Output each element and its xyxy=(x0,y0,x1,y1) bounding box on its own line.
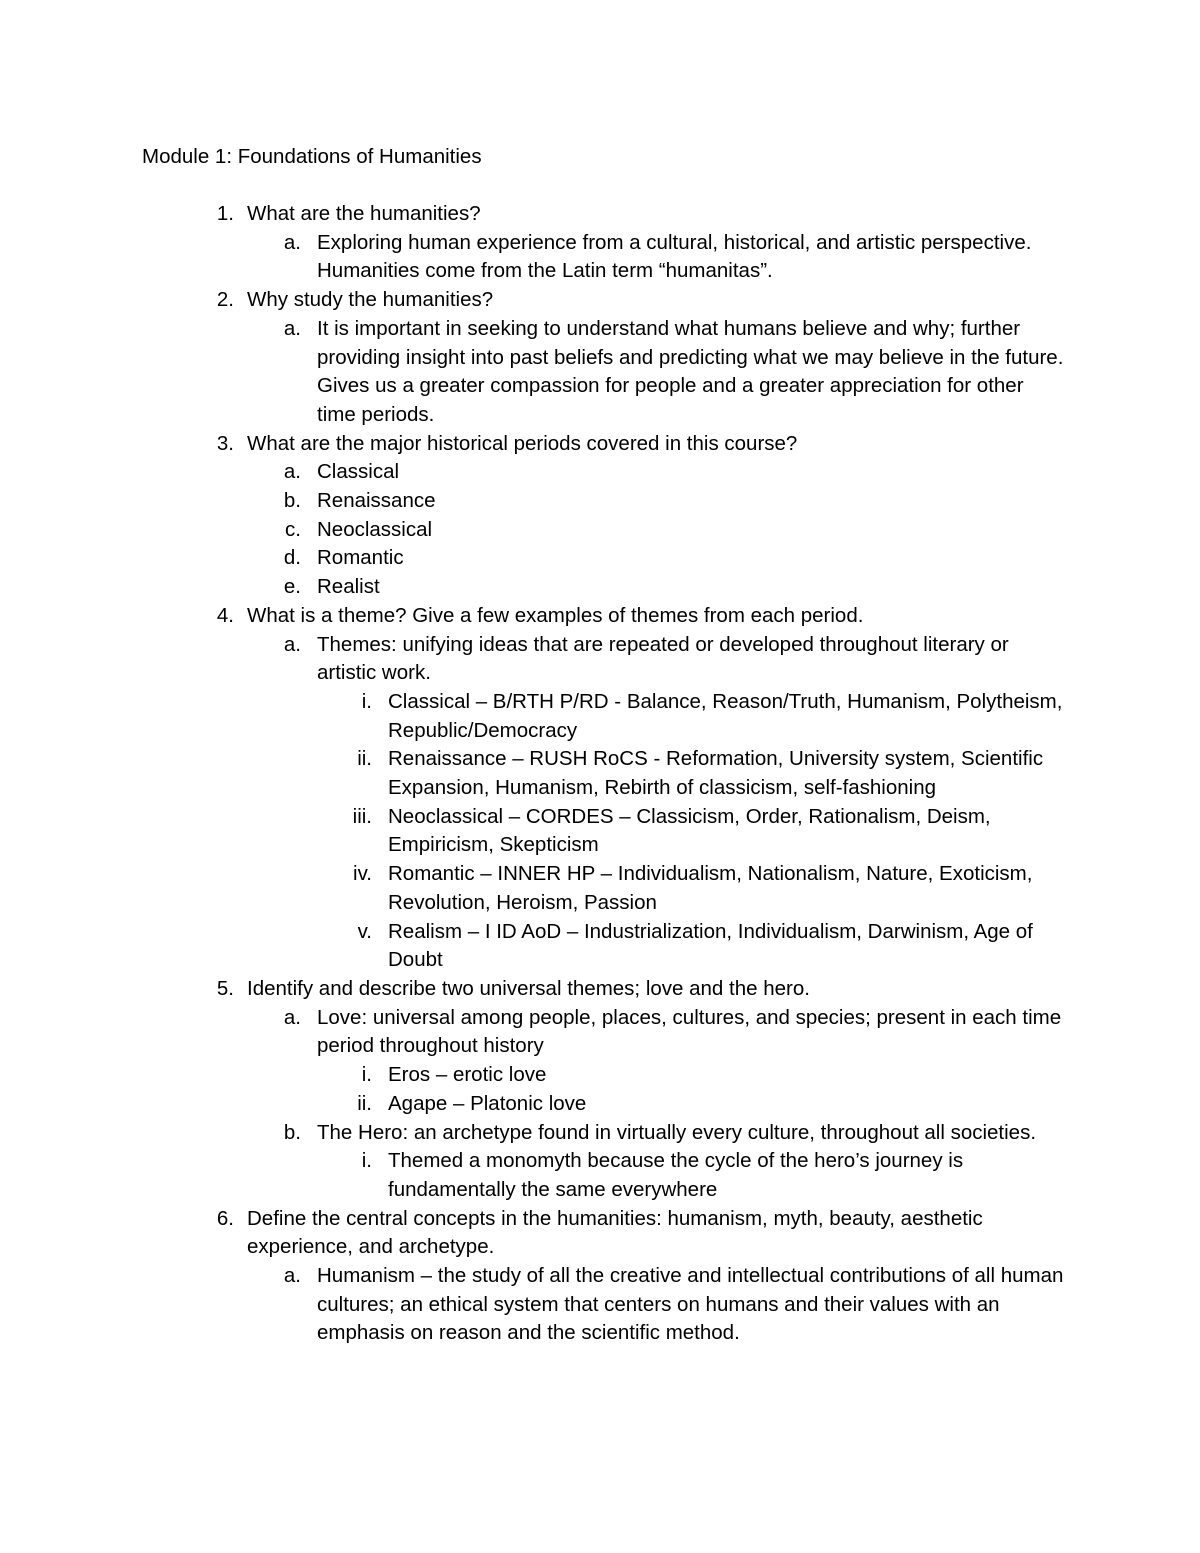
list-item-text: Love: universal among people, places, cultures, and species; present in each time period throughout history xyxy=(317,1005,1062,1058)
list-item-text: Identify and describe two universal themes; love and the hero. xyxy=(247,976,810,1000)
list-marker: iii. xyxy=(352,804,372,828)
list-marker: 2. xyxy=(216,288,234,312)
list-marker: ii. xyxy=(357,1091,372,1115)
theme-classical xyxy=(0,688,1200,745)
list-item-text: Why study the humanities? xyxy=(247,288,494,312)
list-item-text: It is important in seeking to understand what humans believe and why; further providing insight into past beliefs and predicting what we may believe in the future. Gives us a greater compassion for people and a greater appreciation for other time periods. xyxy=(317,316,1064,426)
theme-neoclassical xyxy=(0,803,1200,860)
outline-list xyxy=(0,200,1200,1348)
hero-monomyth xyxy=(0,1147,1200,1204)
list-marker: i. xyxy=(361,1149,372,1173)
list-item-text: Romantic – INNER HP – Individualism, Nationalism, Nature, Exoticism, Revolution, Heroism, Passion xyxy=(388,862,1033,914)
list-item-text: Romantic xyxy=(317,546,404,570)
list-item-text: Realism – I ID AoD – Industrialization, Individualism, Darwinism, Age of Doubt xyxy=(388,919,1033,972)
list-item-text: Agape – Platonic love xyxy=(388,1091,587,1115)
list-item-text: Themed a monomyth because the cycle of the hero’s journey is fundamentally the same everywhere xyxy=(388,1149,964,1201)
list-marker: a. xyxy=(283,632,301,656)
list-item-text: Neoclassical xyxy=(317,517,433,541)
theme-romantic xyxy=(0,860,1200,917)
period-item xyxy=(0,573,1200,602)
list-marker: 1. xyxy=(216,202,234,225)
answer-6a xyxy=(0,1262,1200,1348)
theme-realism xyxy=(0,918,1200,975)
list-marker: 6. xyxy=(216,1206,234,1230)
list-item-text: Humanism – the study of all the creative and intellectual contributions of all human cultures; an ethical system that centers on humans and their values with an emphasis on reason and the scientific method. xyxy=(317,1264,1064,1345)
list-item-text: Exploring human experience from a cultural, historical, and artistic perspective. Humanities come from the Latin term “humanitas”. xyxy=(317,230,1032,283)
list-marker: a. xyxy=(283,1264,301,1288)
list-item-text: The Hero: an archetype found in virtually every culture, throughout all societies. xyxy=(317,1120,1037,1144)
list-item-text: Define the central concepts in the humanities: humanism, myth, beauty, aesthetic experience, and archetype. xyxy=(247,1206,983,1259)
list-marker: a. xyxy=(283,1005,301,1029)
list-item-text: Renaissance – RUSH RoCS - Reformation, University system, Scientific Expansion, Humanism, Rebirth of classicism, self-fashioning xyxy=(388,747,1044,800)
list-marker: i. xyxy=(361,1063,372,1087)
list-marker: v. xyxy=(357,919,372,943)
question-3 xyxy=(0,430,1200,459)
list-item-text: Themes: unifying ideas that are repeated or developed throughout literary or artistic work. xyxy=(317,632,1009,685)
list-marker: ii. xyxy=(357,747,372,771)
love-eros xyxy=(0,1061,1200,1090)
list-marker: b. xyxy=(283,1120,301,1144)
list-item-text: What is a theme? Give a few examples of themes from each period. xyxy=(247,603,864,627)
list-marker: e. xyxy=(283,575,301,599)
list-marker: a. xyxy=(283,316,301,340)
love-agape xyxy=(0,1090,1200,1119)
list-marker: a. xyxy=(283,230,301,254)
answer-5a xyxy=(0,1004,1200,1061)
question-6 xyxy=(0,1205,1200,1262)
question-2 xyxy=(0,286,1200,315)
list-item-text: Classical xyxy=(317,460,400,484)
list-item-text: What are the humanities? xyxy=(247,202,481,225)
list-item-text: Realist xyxy=(317,575,380,599)
list-item-text: Renaissance xyxy=(317,489,436,513)
question-5 xyxy=(0,975,1200,1004)
list-marker: iv. xyxy=(353,862,372,886)
document-title: Module 1: Foundations of Humanities xyxy=(142,145,482,168)
answer-4a xyxy=(0,631,1200,688)
list-marker: i. xyxy=(361,689,372,713)
list-marker: c. xyxy=(285,517,301,541)
list-marker: 3. xyxy=(216,431,234,455)
list-marker: a. xyxy=(283,460,301,484)
list-marker: 5. xyxy=(216,976,234,1000)
list-marker: 4. xyxy=(216,603,234,627)
theme-renaissance xyxy=(0,745,1200,802)
period-item xyxy=(0,544,1200,573)
period-item xyxy=(0,516,1200,545)
answer-5b xyxy=(0,1119,1200,1148)
period-item xyxy=(0,458,1200,487)
question-4 xyxy=(0,602,1200,631)
list-item-text: Neoclassical – CORDES – Classicism, Order, Rationalism, Deism, Empiricism, Skepticism xyxy=(388,804,991,857)
list-item-text: What are the major historical periods covered in this course? xyxy=(247,431,798,455)
list-item-text: Classical – B/RTH P/RD - Balance, Reason/Truth, Humanism, Polytheism, Republic/Democracy xyxy=(388,689,1063,742)
period-item xyxy=(0,487,1200,516)
answer-2a xyxy=(0,315,1200,430)
list-marker: d. xyxy=(283,546,301,570)
question-1 xyxy=(0,200,1200,229)
list-item-text: Eros – erotic love xyxy=(388,1063,547,1087)
answer-1a xyxy=(0,229,1200,286)
list-marker: b. xyxy=(283,489,301,513)
